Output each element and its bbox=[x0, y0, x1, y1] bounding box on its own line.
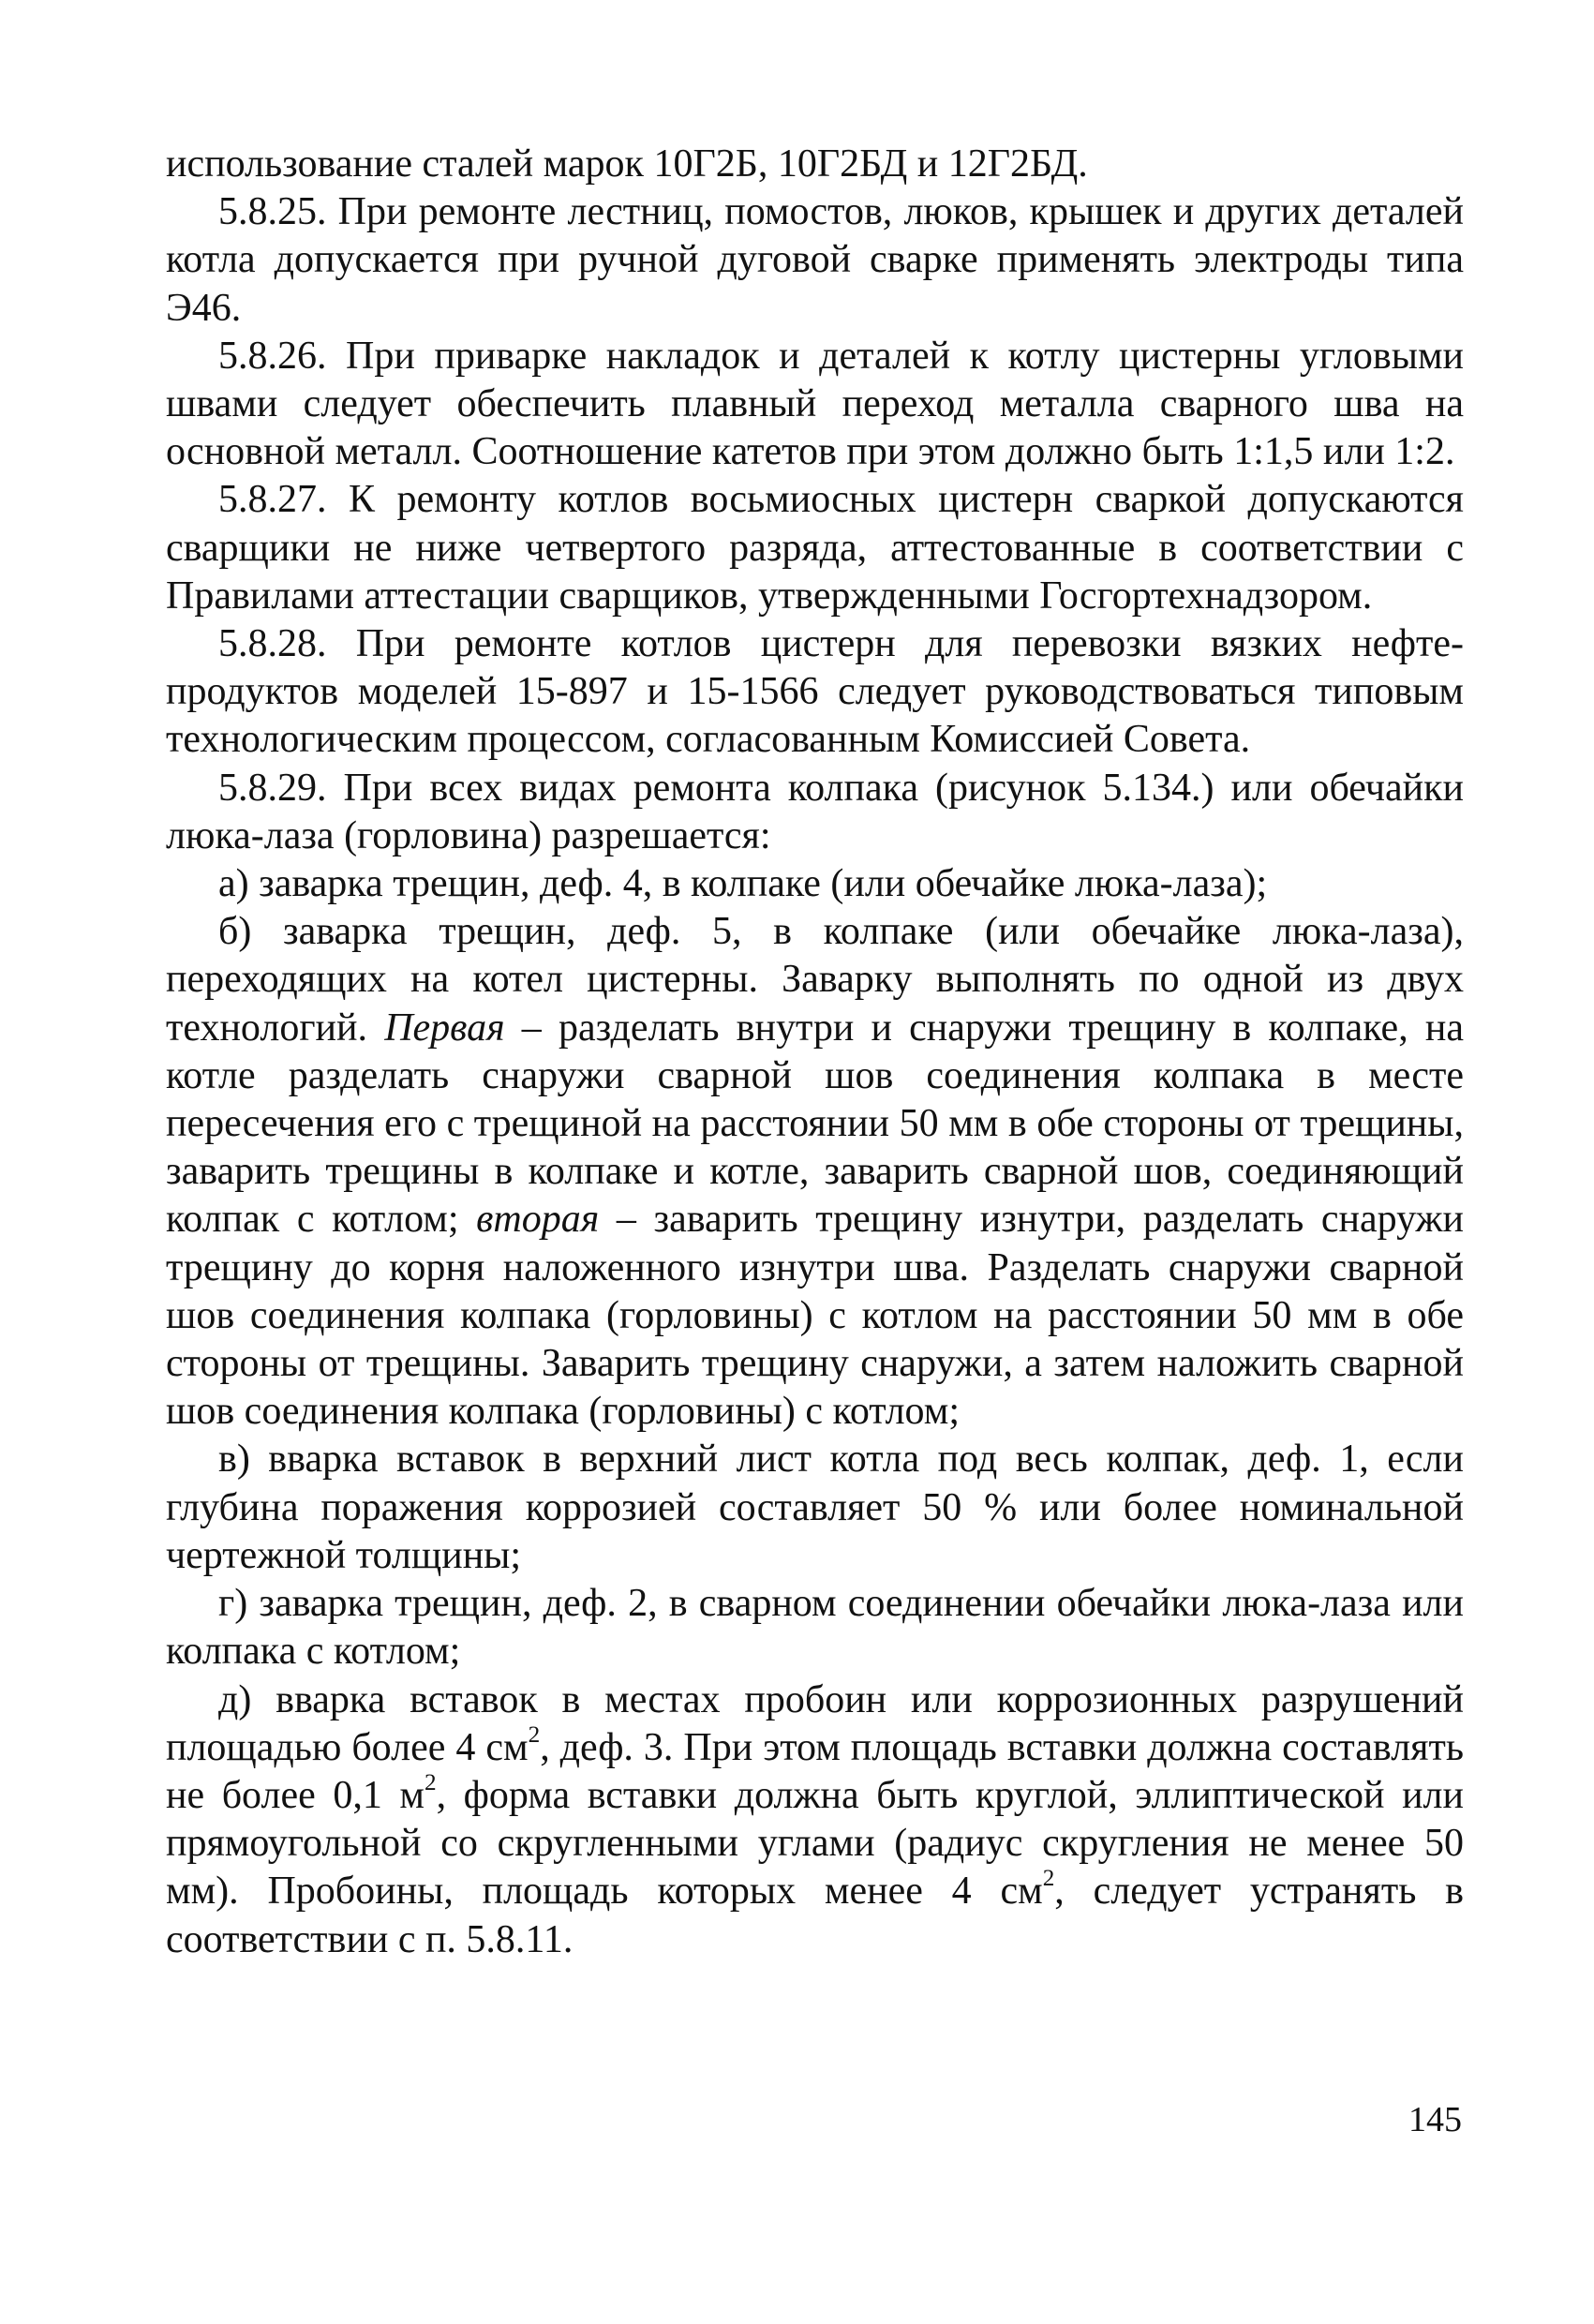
superscript-square-2: 2 bbox=[424, 1770, 437, 1796]
paragraph-5-8-29: 5.8.29. При всех видах ремонта колпака (рисунок 5.134.) или обечайки люка-лаза (горловина) разрешается: bbox=[166, 766, 1464, 857]
second-technology-label: вторая bbox=[476, 1198, 600, 1242]
list-item-d-text-3: , форма вставки должна быть круглой, эллиптической или прямоугольной со скругленными углами (радиус скругления не менее 50 мм). Пробоины, площадь которых менее 4 см bbox=[166, 1773, 1464, 1914]
paragraph-5-8-25: 5.8.25. При ремонте лестниц, помостов, люков, крышек и других деталей котла допускается при ручной дуговой сварке применять электроды типа Э46. bbox=[166, 190, 1464, 330]
list-item-d-text-4: , следует устранять в соответствии с п. 5.8.11. bbox=[166, 1870, 1464, 1961]
list-item-g: г) заварка трещин, деф. 2, в сварном соединении обечайки люка-лаза или колпака с котлом; bbox=[166, 1582, 1464, 1674]
list-item-b-text-3: – заварить трещину изнутри, разделать снаружи трещину до корня наложенного изнутри шва. Разделать снаружи сварной шов соединения колпака (горловины) с котлом на расстоянии 50 мм в обе стороны от трещины. Заварить трещину снаружи, а затем наложить сварной шов соединения колпака (горловины) с котлом; bbox=[166, 1198, 1465, 1434]
paragraph-continuation: использование сталей марок 10Г2Б, 10Г2БД и 12Г2БД. bbox=[166, 142, 1088, 186]
list-item-a: а) заварка трещин, деф. 4, в колпаке (или обечайке люка-лаза); bbox=[218, 862, 1268, 906]
list-item-b-text-1: б) заварка трещин, деф. 5, в колпаке (или обечайке люка-лаза), переходящих на котел цистерны. Заварку выполнять по одной из двух технологий. bbox=[166, 910, 1464, 1050]
superscript-square-3: 2 bbox=[1042, 1866, 1055, 1892]
paragraph-5-8-28: 5.8.28. При ремонте котлов цистерн для перевозки вязких нефтепродуктов моделей 15-897 и 15-1566 следует руководствоваться типовым технологическим процессом, согласованным Комиссией Совета. bbox=[166, 622, 1464, 762]
paragraph-5-8-27: 5.8.27. К ремонту котлов восьмиосных цистерн сваркой допускаются сварщики не ниже четвертого разряда, аттестованные в соответствии с Правилами аттестации сварщиков, утвержденными Госгортехнадзором. bbox=[166, 478, 1464, 618]
page-body bbox=[166, 141, 1464, 1964]
list-item-d-text-1: д) вварка вставок в местах пробоин или коррозионных разрушений площадью более 4 см bbox=[166, 1677, 1464, 1769]
list-item-b bbox=[166, 908, 1464, 1436]
superscript-square-1: 2 bbox=[528, 1721, 541, 1748]
list-item-b-text-2: – разделать внутри и снаружи трещину в колпаке, на котле разделать снаружи сварной шов соединения колпака в месте пересечения его с трещиной на расстоянии 50 мм в обе стороны от трещины, заварить трещины в колпаке и котле, заварить сварной шов, соединяющий колпак с котлом; bbox=[166, 1006, 1464, 1242]
list-item-v: в) вварка вставок в верхний лист котла под весь колпак, деф. 1, если глубина поражения коррозией составляет 50 % или более номинальной чертежной толщины; bbox=[166, 1438, 1464, 1577]
page-number: 145 bbox=[1408, 2100, 1462, 2139]
first-technology-label: Первая bbox=[384, 1006, 505, 1050]
list-item-d-text-2: , деф. 3. При этом площадь вставки должна составлять не более 0,1 м bbox=[166, 1725, 1464, 1817]
list-item-d bbox=[166, 1676, 1464, 1964]
paragraph-5-8-26: 5.8.26. При приварке накладок и деталей к котлу цистерны угловыми швами следует обеспечить плавный переход металла сварного шва на основной металл. Соотношение катетов при этом должно быть 1:1,5 или 1:2. bbox=[166, 334, 1464, 474]
